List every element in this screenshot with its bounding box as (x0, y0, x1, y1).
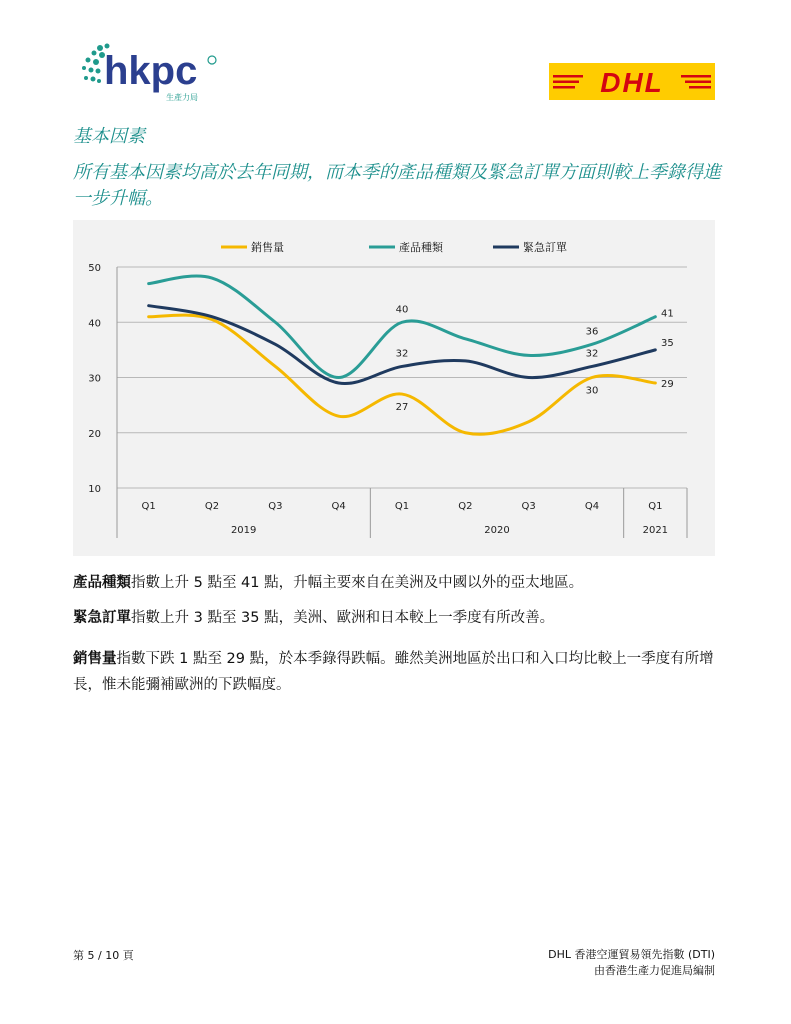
x-group-label: 2019 (230, 525, 257, 536)
y-tick-label: 50 (88, 263, 101, 274)
x-tick-label: Q1 (394, 501, 410, 512)
x-tick-label: Q2 (204, 501, 220, 512)
hkpc-logo-subtext: 生產力局 (166, 93, 198, 102)
dhl-logo (549, 63, 715, 100)
paragraph-urgent-orders-term: 緊急訂單 (73, 610, 131, 626)
hkpc-logo (80, 40, 230, 104)
footer-compiler: 由香港生產力促進局編制 (594, 964, 715, 977)
series-line-0 (149, 315, 656, 434)
data-label: 32 (585, 348, 599, 360)
data-label: 41 (660, 308, 674, 320)
x-group-label: 2021 (642, 525, 669, 536)
data-label: 40 (395, 304, 409, 316)
data-label: 32 (395, 348, 409, 360)
hkpc-logo-wordmark: hkpc (104, 49, 198, 93)
paragraph-product-variety-term: 產品種類 (73, 575, 131, 591)
data-label: 36 (585, 326, 599, 338)
x-tick-label: Q3 (521, 501, 536, 512)
x-tick-label: Q2 (458, 501, 473, 512)
section-title: 基本因素 (73, 126, 145, 147)
dhl-logo-wordmark: DHL (600, 67, 664, 98)
x-group-label: 2020 (484, 525, 510, 536)
paragraph-urgent-orders-text: 指數上升 3 點至 35 點，美洲、歐洲和日本較上一季度有所改善。 (131, 610, 555, 626)
y-tick-label: 40 (88, 318, 101, 330)
index-line-chart (73, 220, 715, 556)
data-label: 29 (660, 379, 674, 391)
paragraph-sales-volume-term: 銷售量 (73, 651, 117, 667)
paragraph-urgent-orders (73, 605, 733, 631)
headline: 所有基本因素均高於去年同期，而本季的產品種類及緊急訂單方面則較上季錄得進一步升幅。 (73, 162, 721, 209)
paragraph-product-variety-text: 指數上升 5 點至 41 點，升幅主要來自在美洲及中國以外的亞太地區。 (131, 575, 584, 591)
x-tick-label: Q1 (648, 501, 663, 512)
chart-svg (73, 220, 715, 556)
x-tick-label: Q3 (268, 501, 283, 512)
y-tick-label: 30 (88, 373, 101, 385)
data-label: 27 (395, 402, 409, 414)
paragraph-product-variety (73, 570, 733, 596)
y-tick-label: 20 (88, 428, 101, 440)
paragraph-sales-volume-text: 指數下跌 1 點至 29 點，於本季錄得跌幅。雖然美洲地區於出口和入口均比較上一季度有所增長，惟未能彌補歐洲的下跌幅度。 (73, 651, 714, 693)
footer-credits (548, 947, 715, 979)
x-tick-label: Q4 (331, 501, 346, 512)
x-tick-label: Q1 (141, 501, 156, 512)
y-tick-label: 10 (88, 484, 101, 495)
data-label: 35 (660, 337, 674, 349)
x-tick-label: Q4 (584, 501, 600, 512)
data-label: 30 (585, 385, 599, 397)
legend-label: 產品種類 (399, 241, 443, 254)
legend-label: 銷售量 (251, 241, 284, 254)
series-line-2 (149, 306, 656, 384)
legend-label: 緊急訂單 (523, 241, 567, 254)
footer-report-title: DHL 香港空運貿易領先指數 (DTI) (548, 948, 715, 961)
paragraph-sales-volume (73, 646, 733, 698)
footer-page-number: 第 5 / 10 頁 (73, 949, 134, 962)
